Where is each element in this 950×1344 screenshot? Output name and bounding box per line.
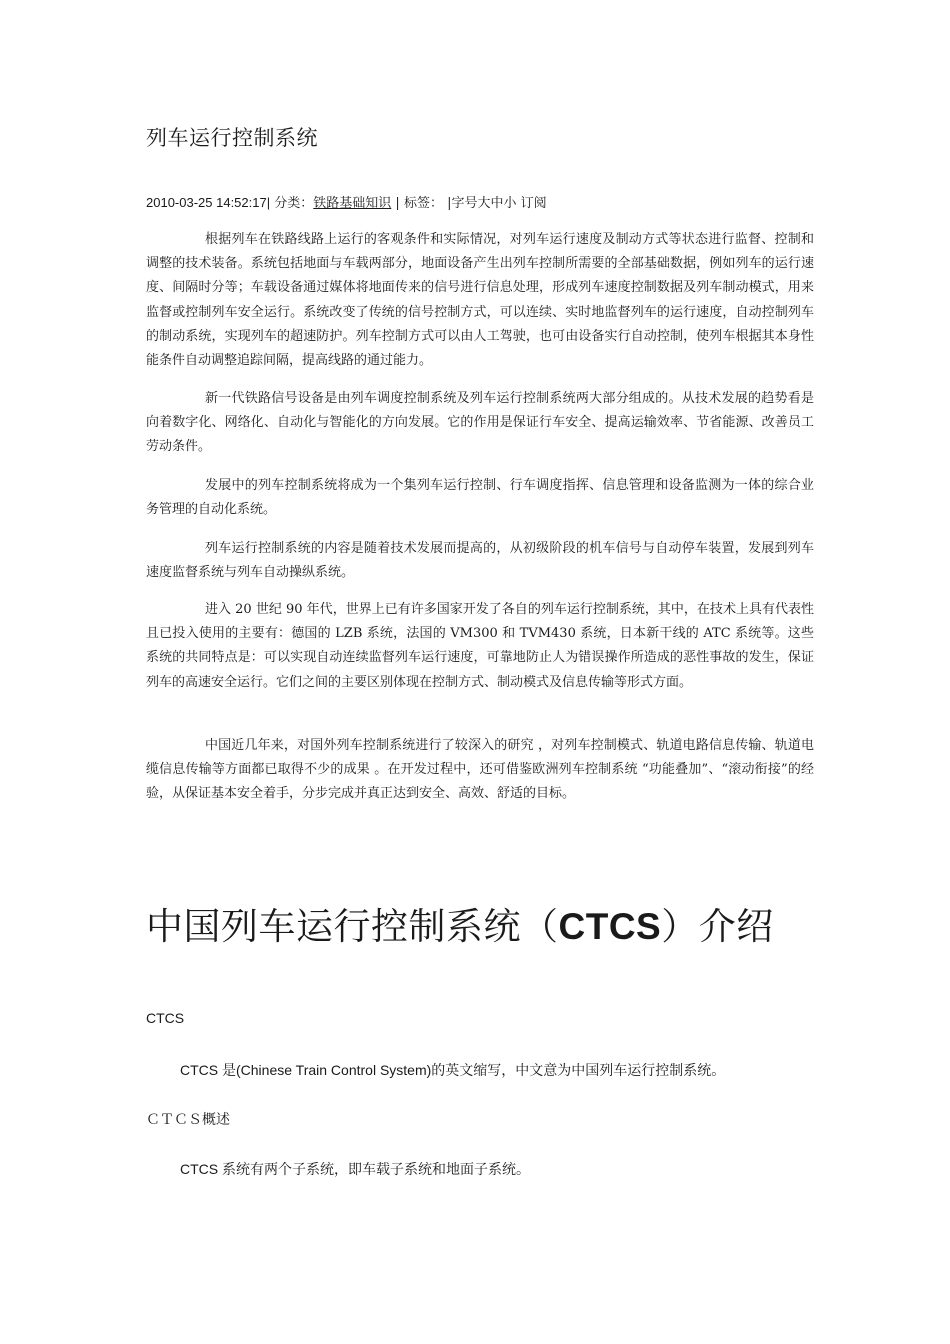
article-meta <box>146 192 547 211</box>
category-label: 分类： <box>274 196 314 211</box>
ctcs-overview-heading: ＣＴＣＳ概述 <box>146 1112 230 1128</box>
category-link[interactable]: 铁路基础知识 <box>313 196 392 211</box>
section-title-suffix: ）介绍 <box>661 905 774 948</box>
subscribe-link[interactable]: 订阅 <box>520 196 547 211</box>
section-title-abbr: CTCS <box>558 906 662 947</box>
section-title-prefix: 中国列车运行控制系统（ <box>146 905 559 948</box>
tag-label: 标签： <box>403 196 443 211</box>
article-paragraph: 列车运行控制系统的内容是随着技术发展而提高的，从初级阶段的机车信号与自动停车装置，发展到列车速度监督系统与列车自动操纵系统。 <box>146 541 814 581</box>
post-datetime: 2010-03-25 14:52:17| <box>146 195 271 210</box>
ctcs-definition: CTCS 是(Chinese Train Control System)的英文缩写，中文意为中国列车运行控制系统。 <box>180 1062 726 1078</box>
article-paragraph: 根据列车在铁路线路上运行的客观条件和实际情况，对列车运行速度及制动方式等状态进行监督、控制和调整的技术装备。系统包括地面与车载两部分，地面设备产生出列车控制所需要的全部基础数据，例如列车的运行速度、间隔时分等；车载设备通过媒体将地面传来的信号进行信息处理，形成列车速度控制数据及列车制动模式，用来监督或控制列车安全运行。系统改变了传统的信号控制方式，可以连续、实时地监督列车的运行速度，自动控制列车的制动系统，实现列车的超速防护。列车控制方式可以由人工驾驶，也可由设备实行自动控制，使列车根据其本身性能条件自动调整追踪间隔，提高线路的通过能力。 <box>146 232 814 369</box>
article-paragraph: 中国近几年来，对国外列车控制系统进行了较深入的研究 ，对列车控制模式、轨道电路信息传输、轨道电缆信息传输等方面都已取得不少的成果 。在开发过程中，还可借鉴欧洲列车控制系统 “功能叠加”、“滚动衔接”的经验，从保证基本安全着手，分步完成并真正达到安全、高效、舒适的目标。 <box>146 738 814 802</box>
font-size-control[interactable]: |字号大中小 <box>447 196 517 211</box>
section-title <box>146 896 774 950</box>
article-title: 列车运行控制系统 <box>146 126 318 150</box>
ctcs-heading: CTCS <box>146 1010 185 1026</box>
article-paragraph: 发展中的列车控制系统将成为一个集列车运行控制、行车调度指挥、信息管理和设备监测为一体的综合业务管理的自动化系统。 <box>146 478 814 518</box>
meta-separator: | <box>395 196 400 211</box>
ctcs-subsystems-text: CTCS 系统有两个子系统，即车载子系统和地面子系统。 <box>180 1161 530 1177</box>
article-paragraph: 进入 20 世纪 90 年代，世界上已有许多国家开发了各自的列车运行控制系统，其中，在技术上具有代表性且已投入使用的主要有：德国的 LZB 系统，法国的 VM300 和 TVM430 系统，日本新干线的 ATC 系统等。这些系统的共同特点是：可以实现自动连续监督列车运行速度，可靠地防止人为错误操作所造成的恶性事故的发生，保证列车的高速安全运行。它们之间的主要区别体现在控制方式、制动模式及信息传输等形式方面。 <box>146 602 814 690</box>
article-paragraph: 新一代铁路信号设备是由列车调度控制系统及列车运行控制系统两大部分组成的。从技术发展的趋势看是向着数字化、网络化、自动化与智能化的方向发展。它的作用是保证行车安全、提高运输效率、节省能源、改善员工劳动条件。 <box>146 391 814 455</box>
